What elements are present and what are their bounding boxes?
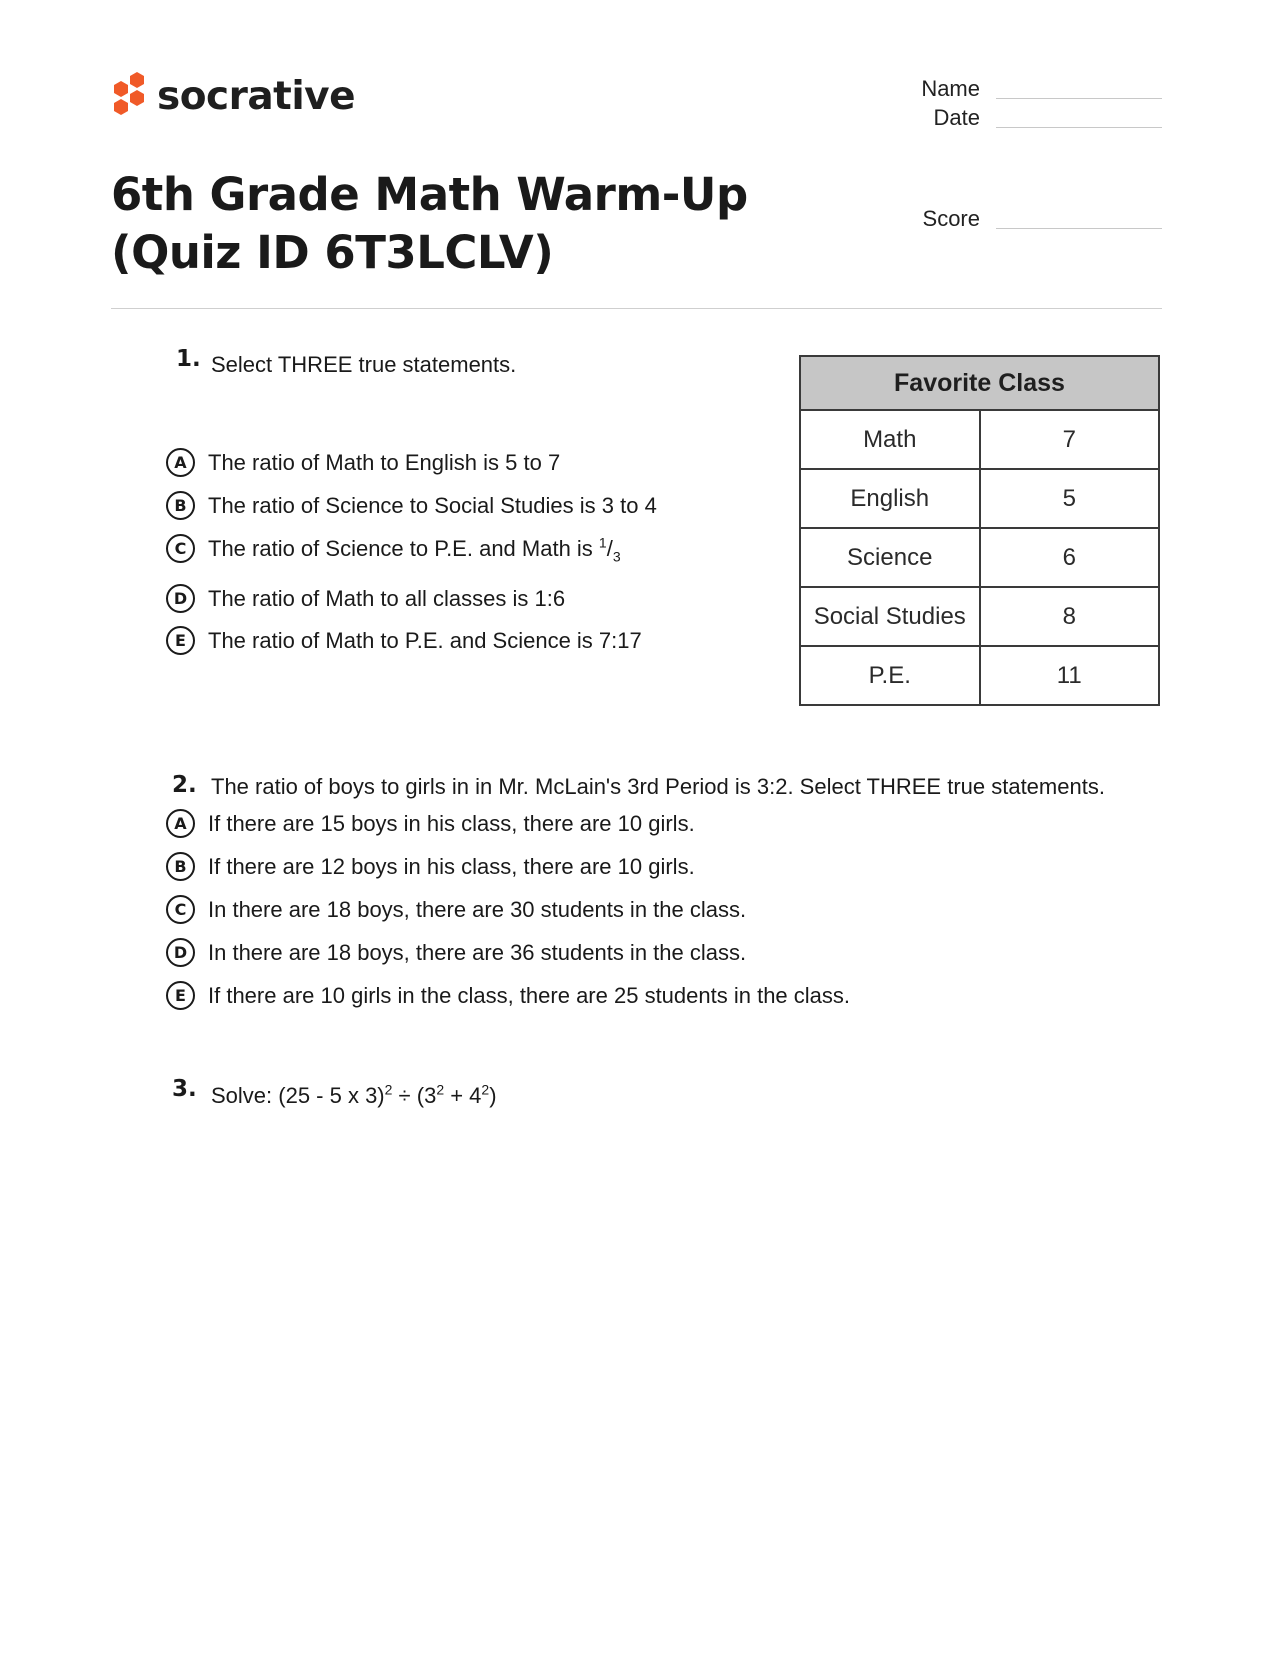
brand-name: socrative [157,73,356,119]
expression-part: ) [489,1083,497,1108]
score-field[interactable] [880,208,1162,230]
question-2-prompt: The ratio of boys to girls in in Mr. McLain's 3rd Period is 3:2. Select THREE true statements. [211,774,1105,799]
expression-part: + 4 [444,1083,482,1108]
option-bubble[interactable]: B [166,491,195,520]
option-text-main: The ratio of Science to P.E. and Math is [208,535,599,561]
table-row [800,469,1159,528]
subject-cell: English [800,469,980,528]
subject-cell: P.E. [800,646,980,705]
q2-option-a[interactable] [166,809,695,838]
option-text: The ratio of Math to English is 5 to 7 [208,449,561,475]
question-2-number: 2. [172,772,197,798]
score-line[interactable] [996,228,1162,229]
exponent: 2 [481,1081,490,1098]
q1-option-a[interactable] [166,448,560,477]
option-bubble[interactable]: D [166,938,195,967]
fraction-numerator: 1 [598,534,607,551]
count-cell: 11 [980,646,1160,705]
q2-option-b[interactable] [166,852,695,881]
table-row [800,587,1159,646]
option-text: If there are 15 boys in his class, there are 10 girls. [208,810,695,836]
option-text: If there are 10 girls in the class, there are 25 students in the class. [208,982,851,1008]
table-header: Favorite Class [800,356,1159,410]
option-bubble[interactable]: C [166,534,195,563]
option-text: The ratio of Math to all classes is 1:6 [208,585,566,611]
option-bubble[interactable]: A [166,809,195,838]
q2-option-d[interactable] [166,938,746,967]
socrative-logo [111,72,355,120]
name-field[interactable] [880,78,1162,100]
question-1-number: 1. [176,346,201,372]
date-field[interactable] [880,107,1162,129]
name-line[interactable] [996,98,1162,99]
count-cell: 6 [980,528,1160,587]
q1-option-e[interactable] [166,626,642,655]
page-title: 6th Grade Math Warm-Up (Quiz ID 6T3LCLV) [111,168,748,279]
q1-option-c[interactable] [166,534,621,563]
count-cell: 7 [980,410,1160,469]
fraction-denominator: 3 [612,547,621,564]
subject-cell: Social Studies [800,587,980,646]
exponent: 2 [436,1081,445,1098]
option-text: In there are 18 boys, there are 36 students in the class. [208,939,747,965]
option-text: The ratio of Math to P.E. and Science is 7:17 [208,627,642,653]
exponent: 2 [384,1081,393,1098]
q1-option-d[interactable] [166,584,565,613]
expression-part: Solve: (25 - 5 x 3) [211,1083,385,1108]
option-text: The ratio of Science to Social Studies is 3 to 4 [208,492,657,518]
option-text: If there are 12 boys in his class, there are 10 girls. [208,853,695,879]
score-label: Score [922,206,980,231]
option-bubble[interactable]: E [166,626,195,655]
expression-part: ÷ (3 [392,1083,437,1108]
fraction-slash: / [606,535,613,561]
option-text: In there are 18 boys, there are 30 students in the class. [208,896,747,922]
date-label: Date [933,105,980,130]
table-row [800,646,1159,705]
favorite-class-table [799,355,1160,706]
count-cell: 5 [980,469,1160,528]
option-text [208,534,621,564]
subject-cell: Math [800,410,980,469]
table-row [800,410,1159,469]
subject-cell: Science [800,528,980,587]
option-bubble[interactable]: A [166,448,195,477]
question-3-prompt [211,1081,497,1108]
header-divider [111,308,1162,309]
question-3-number: 3. [172,1076,197,1102]
option-bubble[interactable]: E [166,981,195,1010]
table-row [800,528,1159,587]
hexagon-cluster-logo-icon [111,72,147,120]
question-1-prompt: Select THREE true statements. [211,352,517,377]
date-line[interactable] [996,127,1162,128]
option-bubble[interactable]: D [166,584,195,613]
q1-option-b[interactable] [166,491,657,520]
option-bubble[interactable]: B [166,852,195,881]
name-label: Name [921,76,980,101]
option-bubble[interactable]: C [166,895,195,924]
q2-option-c[interactable] [166,895,746,924]
count-cell: 8 [980,587,1160,646]
q2-option-e[interactable] [166,981,850,1010]
